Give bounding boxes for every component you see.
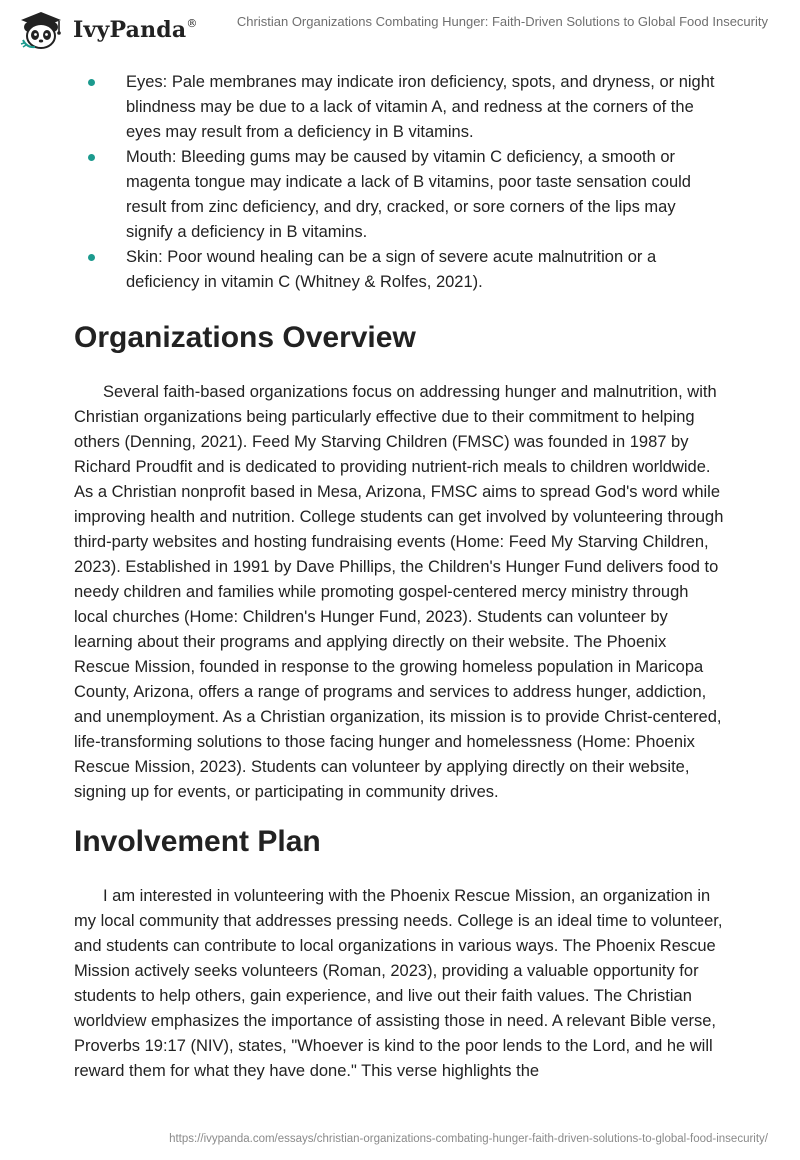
bullet-list [74, 70, 724, 295]
ivypanda-logo[interactable] [15, 10, 198, 50]
document-title: Christian Organizations Combating Hunger: Faith-Driven Solutions to Global Food Insecurity [236, 14, 768, 29]
section-heading-involvement: Involvement Plan [74, 825, 321, 858]
source-url-link[interactable]: https://ivypanda.com/essays/christian-organizations-combating-hunger-faith-driven-solutions-to-global-food-insecurity/ [169, 1133, 768, 1145]
paragraph-involvement: I am interested in volunteering with the Phoenix Rescue Mission, an organization in my local community that addresses pressing needs. College is an ideal time to volunteer, and students can contribute to local organizations in various ways. The Phoenix Rescue Mission actively seeks volunteers (Roman, 2023), providing a valuable opportunity for students to help others, gain experience, and live out their faith values. The Christian worldview emphasizes the importance of assisting those in need. A relevant Bible verse, Proverbs 19:17 (NIV), states, "Whoever is kind to the poor lends to the Lord, and he will reward them for what they have done." This verse highlights the [74, 887, 723, 1080]
list-item: Eyes: Pale membranes may indicate iron deficiency, spots, and dryness, or night blindness may be due to a lack of vitamin A, and redness at the corners of the eyes may result from a deficiency in B vitamins. [74, 70, 724, 145]
bullet-icon [88, 79, 95, 86]
bullet-icon [88, 254, 95, 261]
list-item: Mouth: Bleeding gums may be caused by vitamin C deficiency, a smooth or magenta tongue may indicate a lack of B vitamins, poor taste sensation could result from zinc deficiency, and dry, cracked, or sore corners of the lips may signify a deficiency in B vitamins. [74, 145, 724, 245]
paragraph-organizations: Several faith-based organizations focus on addressing hunger and malnutrition, with Christian organizations being particularly effective due to their commitment to helping others (Denning, 2021). Feed My Starving Children (FMSC) was founded in 1987 by Richard Proudfit and is dedicated to providing nutrient-rich meals to children worldwide. As a Christian nonprofit based in Mesa, Arizona, FMSC aims to spread God's word while improving health and nutrition. College students can get involved by volunteering through third-party websites and hosting fundraising events (Home: Feed My Starving Children, 2023). Established in 1991 by Dave Phillips, the Children's Hunger Fund delivers food to needy children and families while promoting gospel-centered mercy ministry through local churches (Home: Children's Hunger Fund, 2023). Students can volunteer by learning about their programs and applying directly on their website. The Phoenix Rescue Mission, founded in response to the growing homeless population in Maricopa County, Arizona, offers a range of programs and services to address hunger, addiction, and unemployment. As a Christian organization, its mission is to provide Christ-centered, life-transforming solutions to those facing hunger and homelessness (Home: Phoenix Rescue Mission, 2023). Students can volunteer by applying directly on their website, signing up for events, or participating in community drives. [74, 383, 724, 801]
bullet-icon [88, 154, 95, 161]
section-heading-organizations: Organizations Overview [74, 321, 416, 354]
document-body [74, 70, 724, 1084]
panda-graduate-icon [15, 10, 67, 50]
list-item: Skin: Poor wound healing can be a sign of severe acute malnutrition or a deficiency in vitamin C (Whitney & Rolfes, 2021). [74, 245, 724, 295]
logo-wordmark: IvyPanda® [73, 17, 198, 43]
page-header [0, 0, 800, 60]
